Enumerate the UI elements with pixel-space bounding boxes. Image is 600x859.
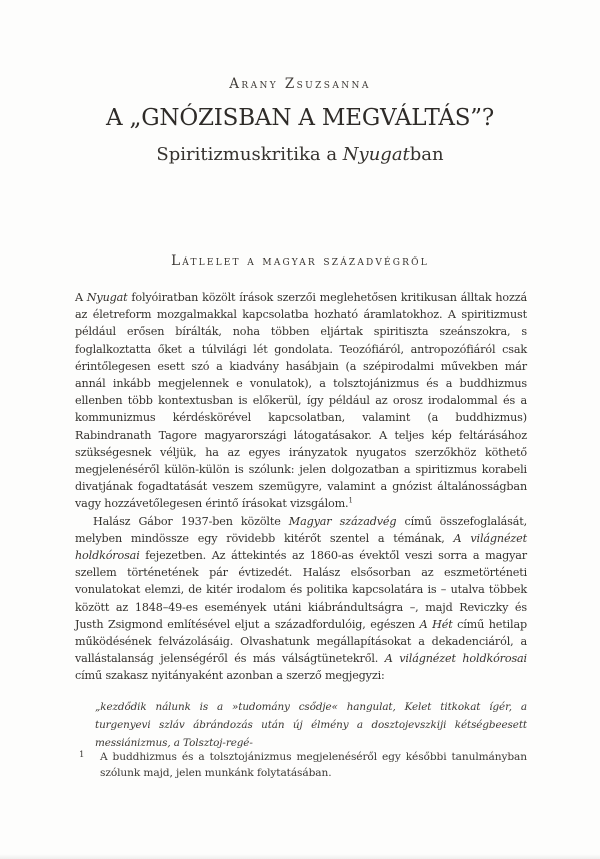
footnote-text: A buddhizmus és a tolsztojánizmus megjelenéséről egy későbbi tanulmányban szólunk majd, jelen munkánk folytatásában. xyxy=(100,751,527,779)
article-author: Arany Zsuzsanna xyxy=(229,76,371,92)
blockquote: „kezdődik nálunk is a »tudomány csődje« hangulat, Kelet titkokat ígér, a turgenyevi szláv ábrándozás után új élmény a dosztojevszkiji kétségbeesett messiánizmus, a Tolsztoj-regé- xyxy=(95,700,527,749)
section-heading: Látlelet a magyar századvégről xyxy=(171,253,429,269)
page-bottom-edge xyxy=(0,854,600,859)
footnote xyxy=(75,749,527,781)
article-title: A „GNÓZISBAN A MEGVÁLTÁS”? xyxy=(106,105,494,131)
body-paragraph-2: Halász Gábor 1937-ben közölte Magyar századvég című összefoglalását, melyben mindössze egy rövidebb kitérőt szentel a témának, A világnézet holdkórosai fejezetben. Az áttekintés az 1860-as évektől veszi sorra a magyar szellem történetének pár évtizedét. Halász elsősorban az eszmetörténeti vonulatokat elemzi, de kitér irodalom és politika kapcsolatára is – utalva többek között az 1848–49-es események utáni kiábrándultságra –, majd Reviczky és Justh Zsigmond említésével eljut a századfordulóig, egészen A Hét című hetilap működésének felvázolásáig. Olvashatunk megállapításokat a dekadenciáról, a vallástalanság jelenségéről és más válságtünetekről. A világnézet holdkórosai című szakasz nyitányaként azonban a szerző megjegyzi: xyxy=(75,514,528,683)
article-subtitle: Spiritizmuskritika a Nyugatban xyxy=(156,144,444,165)
footnote-marker: 1 xyxy=(79,750,85,760)
body-paragraph-1: A Nyugat folyóiratban közölt írások szerzői meglehetősen kritikusan álltak hozzá az életreform mozgalmakkal kapcsolatba hozható áramlatokhoz. A spiritizmust például erősen bírálták, noha többen eljártak spiritiszta szeánszokra, s foglalkoztatta őket a túlvilági lét gondolata. Teozófiáról, antropozófiáról csak érintőlegesen esett szó a kiadvány hasábjain (a szépirodalmi művekben már annál inkább megjelennek e vonulatok), a tolsztojánizmus és a buddhizmus ellenben több kontextusban is előkerül, így például az orosz irodalommal és a kommunizmus kérdéskörével kapcsolatban, valamint (a buddhizmus) Rabindranath Tagore magyarországi látogatásakor. A teljes kép feltárásához szükségesnek véljük, ha az egyes irányzatok nyugatos szerzőkhöz köthető megjelenéséről külön-külön is szólunk: jelen dolgozatban a spiritizmus korabeli divatjának fogadtatását veszem szemügyre, valamint a gnózist általánosságban vagy hozzávetőlegesen érintő írásokat vizsgálom.$^1$ xyxy=(75,291,527,511)
article-body xyxy=(75,289,527,752)
